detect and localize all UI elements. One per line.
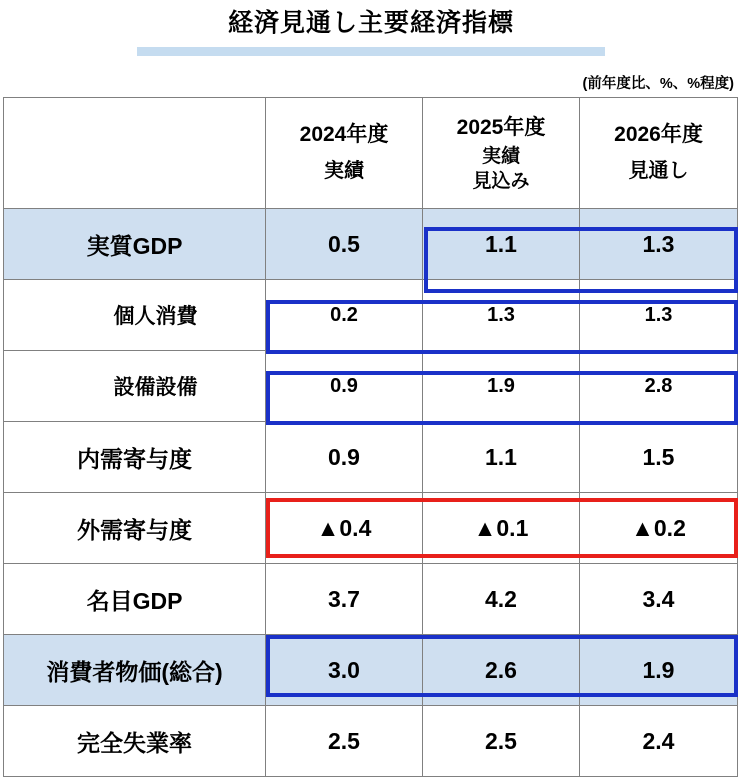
header-cell-fy2024 <box>266 98 423 209</box>
header-year-2025: 2025年度 <box>456 115 546 139</box>
cell-cpi-2026: 1.9 <box>580 635 738 706</box>
cell-real-gdp-2026: 1.3 <box>580 209 738 280</box>
table-header-row <box>4 98 738 209</box>
row-label-capital-investment: 設備設備 <box>4 351 266 422</box>
cell-external-demand-2024: ▲0.4 <box>266 493 423 564</box>
unit-note: (前年度比、%、%程度) <box>582 76 734 92</box>
header-year-2026: 2026年度 <box>614 123 703 147</box>
cell-personal-consumption-2026: 1.3 <box>580 280 738 351</box>
cell-capital-investment-2024: 0.9 <box>266 351 423 422</box>
header-sub-2025: 実績 <box>481 146 520 168</box>
row-label-domestic-demand: 内需寄与度 <box>4 422 266 493</box>
cell-domestic-demand-2025: 1.1 <box>423 422 580 493</box>
cell-nominal-gdp-2025: 4.2 <box>423 564 580 635</box>
row-label-nominal-gdp: 名目GDP <box>4 564 266 635</box>
cell-unemployment-2024: 2.5 <box>266 706 423 777</box>
table-row <box>4 706 738 777</box>
cell-unemployment-2026: 2.4 <box>580 706 738 777</box>
header-cell-fy2026 <box>580 98 738 209</box>
table-row <box>4 493 738 564</box>
header-sub-2026: 見通し <box>628 159 689 182</box>
header-year-2024: 2024年度 <box>299 123 389 147</box>
cell-external-demand-2025: ▲0.1 <box>423 493 580 564</box>
cell-unemployment-2025: 2.5 <box>423 706 580 777</box>
cell-domestic-demand-2024: 0.9 <box>266 422 423 493</box>
cell-external-demand-2026: ▲0.2 <box>580 493 738 564</box>
title-block <box>0 0 742 56</box>
table-row <box>4 635 738 706</box>
table-row <box>4 209 738 280</box>
table-row <box>4 351 738 422</box>
title-underline-bar <box>137 47 605 56</box>
cell-personal-consumption-2024: 0.2 <box>266 280 423 351</box>
page-title: 経済見通し主要経済指標 <box>227 9 514 37</box>
header-cell-fy2025 <box>423 98 580 209</box>
cell-domestic-demand-2026: 1.5 <box>580 422 738 493</box>
table-header <box>4 98 738 209</box>
table-row <box>4 422 738 493</box>
header-sub2-2025: 見込み <box>472 171 530 193</box>
cell-real-gdp-2024: 0.5 <box>266 209 423 280</box>
cell-capital-investment-2025: 1.9 <box>423 351 580 422</box>
cell-personal-consumption-2025: 1.3 <box>423 280 580 351</box>
row-label-external-demand: 外需寄与度 <box>4 493 266 564</box>
row-label-real-gdp: 実質GDP <box>4 209 266 280</box>
table-body <box>4 209 738 777</box>
cell-capital-investment-2026: 2.8 <box>580 351 738 422</box>
header-cell-corner <box>4 98 266 209</box>
cell-real-gdp-2025: 1.1 <box>423 209 580 280</box>
cell-cpi-2024: 3.0 <box>266 635 423 706</box>
row-label-personal-consumption: 個人消費 <box>4 280 266 351</box>
cell-nominal-gdp-2026: 3.4 <box>580 564 738 635</box>
cell-cpi-2025: 2.6 <box>423 635 580 706</box>
row-label-cpi: 消費者物価(総合) <box>4 635 266 706</box>
cell-nominal-gdp-2024: 3.7 <box>266 564 423 635</box>
table-row <box>4 280 738 351</box>
economic-indicators-table <box>3 97 738 777</box>
table-row <box>4 564 738 635</box>
header-sub-2024: 実績 <box>324 159 364 182</box>
row-label-unemployment: 完全失業率 <box>4 706 266 777</box>
